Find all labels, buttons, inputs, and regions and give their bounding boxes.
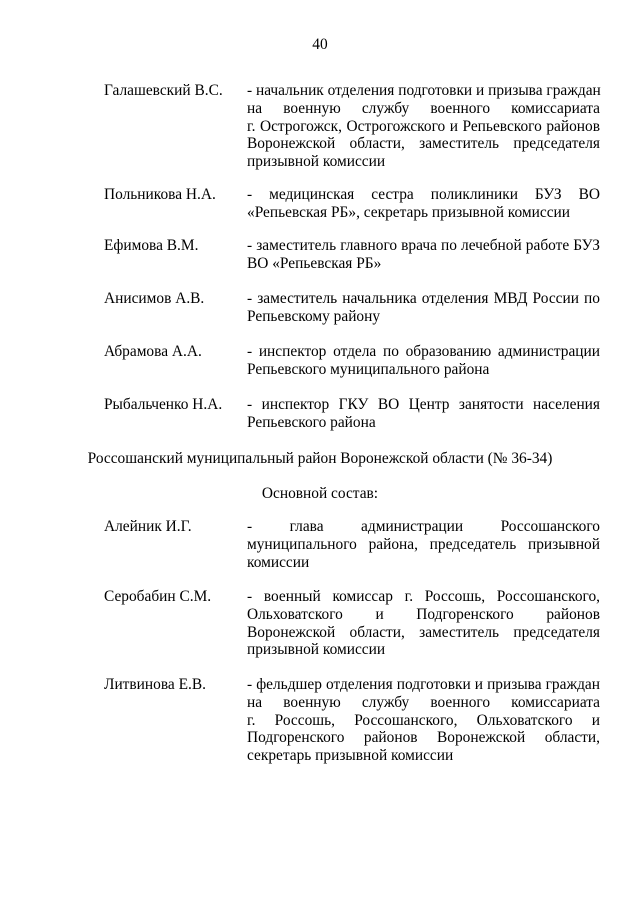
role-line: комиссии <box>247 553 310 571</box>
role-line: призывной комиссии <box>247 641 386 659</box>
member-name: Ефимова В.М. <box>104 237 199 254</box>
role-line: - фельдшер отделения подготовки и призыва граждан <box>247 676 600 693</box>
member-name: Серобабин С.М. <box>104 588 212 605</box>
role-line: - инспектор отдела по образованию администрации <box>247 343 600 360</box>
member-name: Анисимов А.В. <box>104 290 205 307</box>
page-number: 40 <box>312 36 328 53</box>
member-role <box>247 82 600 171</box>
member-role <box>247 343 600 379</box>
role-line: Репьевского муниципального района <box>247 360 490 378</box>
member-name: Польникова Н.А. <box>104 186 216 203</box>
role-line: секретарь призывной комиссии <box>247 747 454 765</box>
member-role <box>247 237 600 273</box>
role-line: - заместитель начальника отделения МВД России по <box>247 290 600 307</box>
role-line: на военную службу военного комиссариата <box>247 693 600 711</box>
role-line: - инспектор ГКУ ВО Центр занятости населения <box>247 396 600 413</box>
member-role <box>247 518 600 571</box>
role-line: муниципального района, председатель призывной <box>247 535 600 553</box>
role-line: - медицинская сестра поликлиники БУЗ ВО <box>247 186 600 203</box>
member-name: Абрамова А.А. <box>104 343 202 360</box>
role-line: - военный комиссар г. Россошь, Россошанского, <box>247 588 600 605</box>
member-name: Галашевский В.С. <box>104 82 223 99</box>
role-line: ВО «Репьевская РБ» <box>247 254 382 272</box>
role-line: - глава администрации Россошанского <box>247 518 600 535</box>
role-line: - заместитель главного врача по лечебной работе БУЗ <box>247 237 600 254</box>
role-line: Ольховатского и Подгоренского районов <box>247 605 600 623</box>
role-line: призывной комиссии <box>247 153 386 171</box>
role-line: Репьевского района <box>247 413 376 431</box>
role-line: г. Острогожск, Острогожского и Репьевского районов <box>247 117 600 135</box>
role-line: на военную службу военного комиссариата <box>247 99 600 117</box>
composition-heading: Основной состав: <box>261 485 379 502</box>
member-role <box>247 290 600 326</box>
member-name: Литвинова Е.В. <box>104 676 206 693</box>
member-role <box>247 588 600 659</box>
district-heading: Россошанский муниципальный район Воронежской области (№ 36-34) <box>87 450 553 467</box>
member-role <box>247 396 600 432</box>
role-line: г. Россошь, Россошанского, Ольховатского и <box>247 711 600 729</box>
role-line: Подгоренского районов Воронежской области, <box>247 729 600 747</box>
role-line: «Репьевская РБ», секретарь призывной комиссии <box>247 203 571 221</box>
role-line: Воронежской области, заместитель председателя <box>247 623 600 641</box>
role-line: Воронежской области, заместитель председателя <box>247 135 600 153</box>
role-line: Репьевскому району <box>247 307 381 325</box>
member-role <box>247 186 600 222</box>
member-role <box>247 676 600 765</box>
member-name: Алейник И.Г. <box>104 518 192 535</box>
role-line: - начальник отделения подготовки и призыва граждан <box>247 82 601 99</box>
member-name: Рыбальченко Н.А. <box>104 396 223 413</box>
